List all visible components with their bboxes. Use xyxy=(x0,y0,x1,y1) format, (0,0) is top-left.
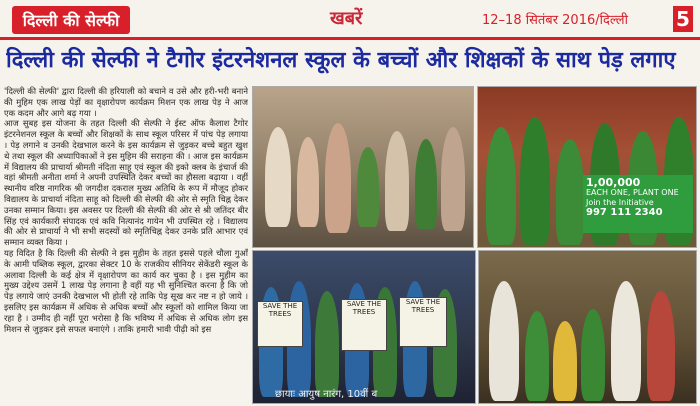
photo-save-trees-signs xyxy=(252,250,476,404)
person-figure xyxy=(357,147,379,227)
article-paragraph: आज सुबह इस योजना के तहत दिल्ली की सेल्फी ने ईस्ट ऑफ कैलाश टैगोर इंटरनेशनल स्कूल के बच्चों और शिक्षकों के साथ स्कूल परिसर में पांच पेड़ लगाया । पेड़ लगाने व उनकी देखभाल करने के इस कार्यक्रम से जुड़कर बच्चे बहुत खुश थे तथा स्कूल की अध्यापिकाओं ने इस मुहिम की सराहना की । आज इस कार्यक्रम में विद्यालय की प्राचार्या श्रीमती नंदिता साहू एवं स्कूल की इको क्लब के इंचार्ज की वहां श्रीमती अनीता शर्मा ने अपनी उपस्थिति देकर बच्चों का हौसला बढ़ाया । वहीं स्थानीय वरिष्ठ नागरिक श्री जगदीश दकराल मुख्य अतिथि के रूप में मौजूद होकर विद्यालय के प्राचार्या नंदिता साहू को दिल्ली की सेल्फी की ओर से स्मृति चिह्न देकर उनका सम्मान किया। इस अवसर पर दिल्ली की सेल्फी की ओर से श्री जतिंदर बीर सिंह एवं कार्यकारी संपादक एवं कवि नित्यानंद गायेन भी उपस्थित रहे । विद्यालय की ओर से प्राचार्या ने भी सभी सदस्यों को स्मृतिचिह्न देकर उनके प्रति आभार एवं सम्मान व्यक्त किया । xyxy=(4,118,248,248)
person-figure xyxy=(525,311,549,401)
person-figure xyxy=(441,127,465,231)
initiative-phone: 997 111 2340 xyxy=(586,207,663,218)
section-title: खबरें xyxy=(330,8,363,29)
brand-title: दिल्ली की सेल्फी xyxy=(22,11,120,30)
save-trees-sign: SAVE THE TREES xyxy=(341,299,387,351)
person-figure xyxy=(325,123,351,233)
page-header xyxy=(0,0,700,38)
brand-box xyxy=(12,6,130,34)
save-trees-sign: SAVE THE TREES xyxy=(399,297,447,347)
person-figure xyxy=(556,139,584,245)
person-figure xyxy=(489,281,519,401)
photo-guests-students xyxy=(478,250,697,404)
person-figure xyxy=(581,309,605,401)
person-figure xyxy=(265,127,291,227)
person-figure xyxy=(415,139,437,229)
article-paragraph: यह विदित है कि दिल्ली की सेल्फी ने इस मुहीम के तहत इससे पहले चौला गुआँ के आमी पब्लिक स्कूल, द्वारका सेक्टर 10 के राजकीय सीनियर सेकेंडरी स्कूल के अलावा दिल्ली के कई क्षेत्र में वृक्षारोपण का कार्य कर चुका है । इस मुहीम का मुख्य उद्देश्य उसमें 1 लाख पेड़ लगाना है वहीं यह भी सुनिश्चित करना है कि जो पेड़ लगाये जाएं उनकी देखभाल भी होती रहे ताकि पेड़ सूख कर नष्ट न हो जाये । इसलिए इस कार्यक्रम में अधिक से अधिक बच्चों और स्कूलों को शामिल किया जा रहा है । उम्मीद ही नहीं पूरा भरोसा है कि भविष्य में अधिक से अधिक लोग इस मिशन से जुड़कर इसे सफल बनाएंगे । ताकि हमारी भावी पीढ़ी को इस xyxy=(4,247,248,334)
initiative-slogan: EACH ONE, PLANT ONE xyxy=(586,188,679,197)
photo-group-planting xyxy=(252,86,474,248)
person-figure xyxy=(553,321,577,401)
article-paragraph: 'दिल्ली की सेल्फी' द्वारा दिल्ली की हरियाली को बचाने व उसे और हरी-भरी बनाने की मुहिम एक लाख पेड़ों का वृक्षारोपण कार्यक्रम मिशन एक लाख पेड़ ने आज एक कदम और आगे बढ़ गया । xyxy=(4,86,248,118)
save-trees-sign: SAVE THE TREES xyxy=(257,301,303,347)
photo-caption: छायाः आयुष नारंग, 10वीं ब xyxy=(275,389,378,400)
page-number: 5 xyxy=(673,6,693,32)
person-figure xyxy=(611,281,641,401)
initiative-count: 1,00,000 xyxy=(586,176,641,189)
header-rule xyxy=(0,37,700,40)
person-figure xyxy=(486,127,516,245)
dateline: 12–18 सितंबर 2016/दिल्ली xyxy=(482,13,628,28)
person-figure xyxy=(520,117,550,245)
article-body xyxy=(4,86,248,402)
person-figure xyxy=(647,291,675,401)
person-figure xyxy=(297,137,319,227)
person-figure xyxy=(315,291,339,397)
initiative-join: Join the Initiative xyxy=(586,198,654,207)
person-figure xyxy=(385,131,409,231)
headline: दिल्ली की सेल्फी ने टैगोर इंटरनेशनल स्कूल के बच्चों और शिक्षकों के साथ पेड़ लगाए xyxy=(6,48,676,73)
initiative-board xyxy=(583,175,693,233)
